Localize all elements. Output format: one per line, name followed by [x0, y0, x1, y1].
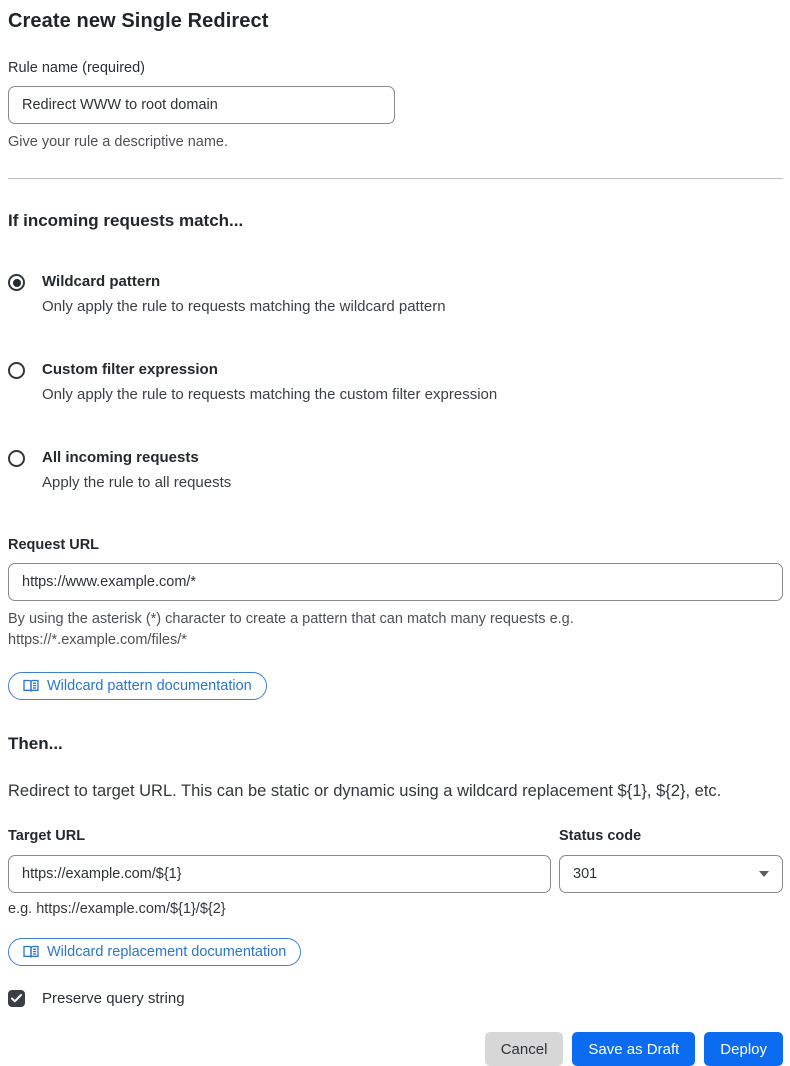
request-url-help-line2: https://*.example.com/files/* — [8, 632, 187, 648]
wildcard-replacement-docs-button[interactable] — [8, 938, 301, 966]
page-title: Create new Single Redirect — [8, 10, 269, 32]
request-url-help-line1: By using the asterisk (*) character to create a pattern that can match many requests e.g. — [8, 611, 574, 627]
preserve-query-label: Preserve query string — [42, 990, 185, 1007]
then-section-heading: Then... — [8, 734, 63, 753]
then-description: Redirect to target URL. This can be static or dynamic using a wildcard replacement ${1}, ${2}, etc. — [8, 782, 722, 800]
radio-option-custom-filter[interactable] — [8, 361, 783, 404]
wildcard-pattern-docs-button[interactable] — [8, 672, 267, 700]
match-section-heading: If incoming requests match... — [8, 211, 244, 230]
footer-actions — [8, 1032, 783, 1066]
request-url-help — [8, 609, 783, 651]
rule-name-label: Rule name (required) — [8, 60, 146, 76]
open-book-icon — [23, 945, 39, 959]
rule-name-help: Give your rule a descriptive name. — [8, 134, 229, 150]
status-code-select[interactable] — [559, 855, 783, 893]
radio-label: Custom filter expression — [42, 361, 218, 378]
chevron-down-icon — [759, 871, 769, 877]
cancel-button[interactable]: Cancel — [485, 1032, 564, 1066]
radio-description: Only apply the rule to requests matching the custom filter expression — [42, 386, 498, 403]
radio-label: All incoming requests — [42, 449, 199, 466]
doc-button-label: Wildcard pattern documentation — [47, 678, 252, 694]
radio-button[interactable] — [8, 450, 25, 467]
target-url-row — [8, 827, 783, 893]
preserve-query-checkbox[interactable] — [8, 990, 25, 1007]
target-url-help: e.g. https://example.com/${1}/${2} — [8, 901, 226, 917]
request-url-input[interactable] — [8, 563, 783, 601]
preserve-query-string-option[interactable] — [8, 990, 783, 1007]
radio-button[interactable] — [8, 362, 25, 379]
section-divider — [8, 178, 783, 179]
deploy-button[interactable]: Deploy — [704, 1032, 783, 1066]
radio-option-wildcard-pattern[interactable] — [8, 273, 783, 316]
radio-description: Apply the rule to all requests — [42, 474, 232, 491]
radio-label: Wildcard pattern — [42, 273, 161, 290]
target-url-input[interactable] — [8, 855, 551, 893]
radio-description: Only apply the rule to requests matching the wildcard pattern — [42, 298, 446, 315]
request-url-label: Request URL — [8, 537, 100, 553]
save-as-draft-button[interactable]: Save as Draft — [572, 1032, 695, 1066]
doc-button-label: Wildcard replacement documentation — [47, 944, 287, 960]
radio-option-all-requests[interactable] — [8, 449, 783, 492]
target-url-label: Target URL — [8, 828, 86, 844]
radio-button[interactable] — [8, 274, 25, 291]
open-book-icon — [23, 679, 39, 693]
status-code-value: 301 — [573, 866, 598, 882]
status-code-label: Status code — [559, 828, 642, 844]
rule-name-input[interactable] — [8, 86, 395, 124]
match-type-radio-group — [8, 273, 783, 492]
